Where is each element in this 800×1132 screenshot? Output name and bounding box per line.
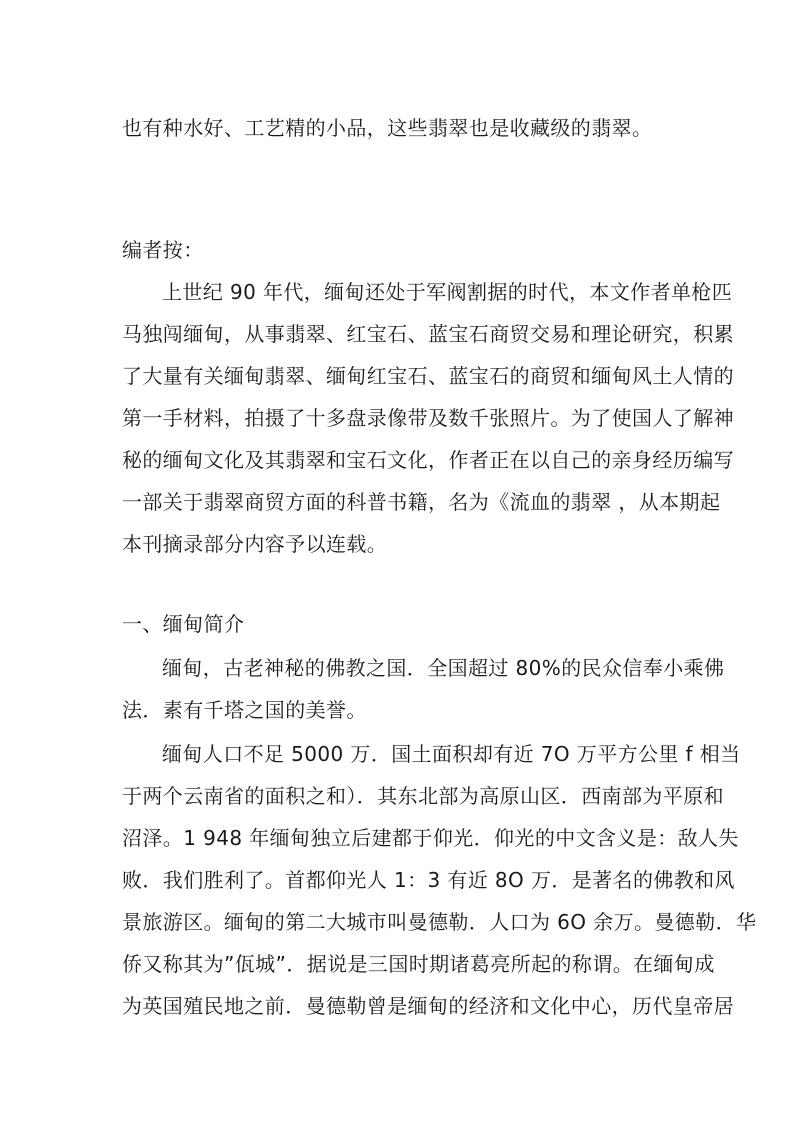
section-para2-line: 侨又称其为”佤城”．据说是三国时期诸葛亮所起的称谓。在缅甸成 — [122, 952, 715, 976]
section-para2-line: 于两个云南省的面积之和）．其东北部为高原山区．西南部为平原和 — [122, 784, 724, 808]
editor-para-line: 一部关于翡翠商贸方面的科普书籍，名为《流血的翡翠 ，从本期起 — [122, 490, 721, 514]
section-para2-line: 沼泽。1 948 年缅甸独立后建都于仰光．仰光的中文含义是：敌人失 — [122, 826, 739, 850]
editor-para-line: 了大量有关缅甸翡翠、缅甸红宝石、蓝宝石的商贸和缅甸风土人情的 — [122, 364, 734, 388]
editor-para-line: 第一手材料，拍摄了十多盘录像带及数千张照片。为了使国人了解神 — [122, 406, 734, 430]
editor-para-line: 秘的缅甸文化及其翡翠和宝石文化，作者正在以自己的亲身经历编写 — [122, 448, 734, 472]
editor-para-line: 上世纪 90 年代，缅甸还处于军阀割据的时代，本文作者单枪匹 — [162, 280, 733, 304]
intro-closing-line: 也有种水好、工艺精的小品，这些翡翠也是收藏级的翡翠。 — [122, 116, 653, 140]
section-heading: 一、缅甸简介 — [122, 612, 245, 636]
editor-para-line: 本刊摘录部分内容予以连载。 — [122, 532, 388, 556]
section-para2-line: 景旅游区。缅甸的第二大城市叫曼德勒．人口为 6O 余万。曼德勒．华 — [122, 910, 757, 934]
editor-para-line: 马独闯缅甸，从事翡翠、红宝石、蓝宝石商贸交易和理论研究，积累 — [122, 322, 734, 346]
section-para1-line: 缅甸，古老神秘的佛教之国．全国超过 80%的民众信奉小乘佛 — [162, 656, 725, 680]
section-para1-line: 法．素有千塔之国的美誉。 — [122, 698, 367, 722]
section-para2-line: 为英国殖民地之前．曼德勒曾是缅甸的经济和文化中心，历代皇帝居 — [122, 994, 734, 1018]
section-para2-line: 缅甸人口不足 5000 万．国土面积却有近 7O 万平方公里 f 相当 — [162, 742, 741, 766]
section-para2-line: 败．我们胜利了。首都仰光人 1：3 有近 8O 万．是著名的佛教和风 — [122, 868, 735, 892]
editor-note-heading: 编者按： — [122, 238, 204, 262]
